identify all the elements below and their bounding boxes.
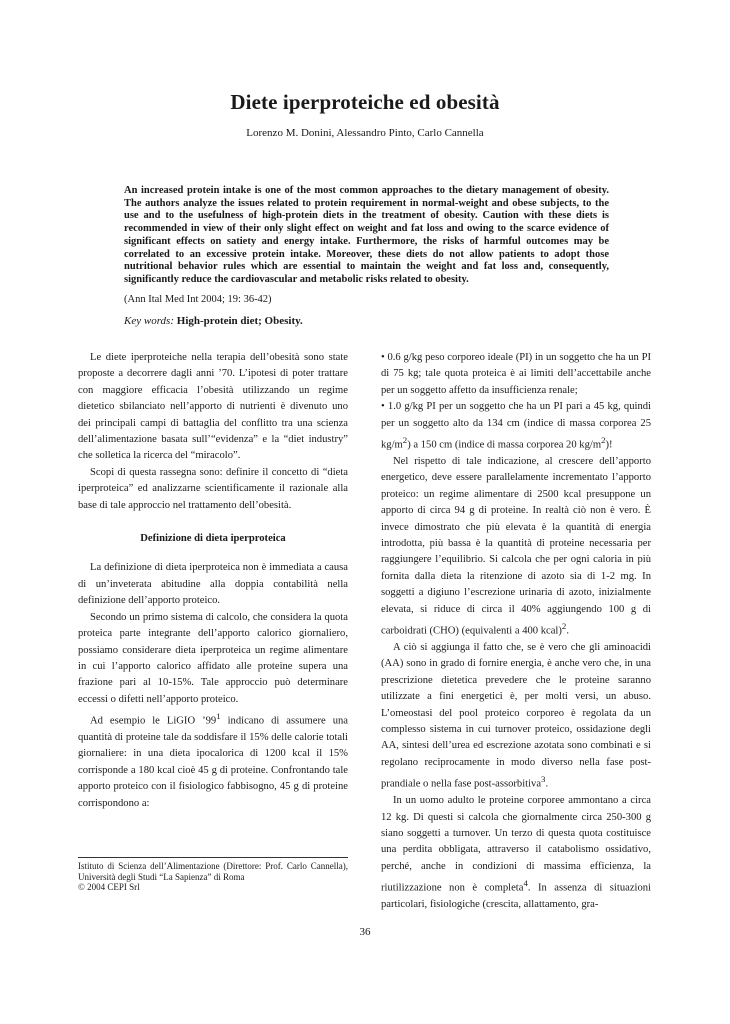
affiliation-text: Istituto di Scienza dell’Alimentazione (Direttore: Prof. Carlo Cannella), Università degli Studi “La Sapienza” di Roma — [78, 861, 348, 882]
affiliation-footnote — [78, 857, 348, 893]
bullet-item-1: • 0.6 g/kg peso corporeo ideale (PI) in un soggetto che ha un PI di 75 kg; tale quota proteica è ai limiti dell’accettabile anche per un soggetto affetto da insufficienza renale; — [381, 352, 651, 396]
keywords-value: High-protein diet; Obesity. — [176, 315, 303, 327]
body-paragraph-2: A ciò si aggiunga il fatto che, se è vero che gli aminoacidi (AA) sono in grado di fornire energia, è anche vero che, in una prescrizione dietetica prevedere che le proteine saranno utilizzate a fini energetici è, per molti versi, un abuso. L’omeostasi del pool proteico corporeo è regolata da un complesso sistema in cui turnover proteico, ossidazione degli AA, sintesi dell’urea ed escrezione azotata sono combinati e si regolano reciprocamente in modo diverso nella fase post-prandiale o nella fase post-assorbitiva$^3$. — [381, 641, 651, 790]
copyright-text: © 2004 CEPI Srl — [78, 882, 140, 893]
body-paragraph-3: In un uomo adulto le proteine corporee ammontano a circa 12 kg. Di questi si calcola che giornalmente circa 250-300 g siano soggetti a turnover. Un terzo di questa quota costituisce una perdita obbligata, attraverso il catabolismo ossidativo, perché, anche in condizioni di massima efficienza, la riutilizzazione non è completa$^4$. In assenza di situazioni particolari, fisiologiche (crescita, allattamento, gra- — [381, 795, 652, 911]
definition-paragraph-1: La definizione di dieta iperproteica non è immediata a causa di un’inveterata abitudine alla doppia contabilità nella definizione dell’apporto proteico. — [78, 562, 348, 607]
left-column — [78, 350, 348, 812]
citation-ref: 2 — [561, 621, 567, 632]
citation: (Ann Ital Med Int 2004; 19: 36-42) — [124, 294, 272, 305]
article-title: Diete iperproteiche ed obesità — [230, 90, 500, 114]
definition-paragraph-3: Ad esempio le LiGIO $’99^1$ indicano di assumere una quantità di proteine tale da soddisfare il 15% delle calorie totali giornaliere: in una dieta ipocalorica di 1200 kcal il 15% corrisponde a 180 kcal cioè 45 g di proteine. Confrontando tale apporto proteico con il fisiologico fabbisogno, 45 g di proteine corrispondono a: — [78, 711, 348, 809]
page-number: 36 — [359, 926, 371, 938]
abstract: An increased protein intake is one of the most common approaches to the dietary management of obesity. The authors analyze the issues related to protein requirement in normal-weight and obese subjects, to the use and to the usefulness of high-protein diets in the treatment of obesity. Caution with these diets is recommended in view of their only slight effect on weight and fat loss and owing to the scarce evidence of significant effects on satiety and energy intake. Furthermore, the risks of harmful outcomes may be correlated to an excessive protein intake. Moreover, these diets do not allow patients to adopt those nutritional behavior rules which are essential to maintain the weight and fat loss and, consequently, significantly reduce the cardiovascular and metabolic risks related to obesity. — [124, 185, 609, 285]
intro-paragraph-2: Scopi di questa rassegna sono: definire il concetto di “dieta iperproteica” ed analizzarne scientificamente il razionale alla base di tale approccio nel trattamento dell’obesità. — [78, 466, 348, 511]
definition-paragraph-2: Secondo un primo sistema di calcolo, che considera la quota proteica parte integrante dell’apporto calorico giornaliero, possiamo considerare dieta iperproteica un regime alimentare in cui l’apporto calorico affidato alle proteine supera una frazione pari al 10-15%. Tale approccio può determinare eccessi o difetti nell’apporto proteico. — [78, 611, 348, 705]
section-heading: Definizione di dieta iperproteica — [140, 533, 286, 545]
bullet-item-2: • 1.0 g/kg PI per un soggetto che ha un PI pari a 45 kg, quindi per un soggetto alto da 134 cm (indice di massa corporea 25 $kg/m^2$) a 150 cm (indice di massa corporea 20 $kg/m^2$)! — [381, 401, 651, 451]
keywords-label: Key words: — [124, 315, 175, 327]
citation-ref: 1 — [216, 711, 221, 722]
authors: Lorenzo M. Donini, Alessandro Pinto, Carlo Cannella — [246, 127, 484, 139]
right-column — [381, 350, 651, 914]
keywords — [124, 315, 303, 327]
intro-paragraph-1: Le diete iperproteiche nella terapia dell’obesità sono state proposte a decorrere dagli anni ’70. L’ipotesi di poter trattare con maggiore efficacia l’obesità utilizzando un regime dietetico sbilanciato nell’apporto di nutrienti è divenuto uno dei principali campi di battaglia del conflitto tra una scienza dell’alimentazione basata sull’“evidenza” e la “diet industry” che solletica la ricerca del “miracolo”. — [78, 352, 348, 462]
body-paragraph-1: Nel rispetto di tale indicazione, al crescere dell’apporto energetico, deve essere parallelamente incrementato l’apporto proteico: un regime alimentare di 2500 kcal presuppone un apporto di circa 94 g di proteine. In realtà ciò non è vero. È invece dimostrato che più elevata è la quantità di energia introdotta, più bassa è la quantità di proteine necessaria per raggiungere l’equilibrio. Si calcola che per ogni caloria in più fornita dalla dieta la ritenzione di azoto sia di 1-2 mg. In soggetti a digiuno l’escrezione urinaria di azoto, inizialmente elevata, si riduce di circa il 40% aggiungendo 100 g di carboidrati (CHO) (equivalenti a 400 kcal)$^2$. — [381, 455, 651, 637]
citation-ref: 3 — [541, 774, 546, 785]
citation-ref: 4 — [523, 878, 528, 889]
